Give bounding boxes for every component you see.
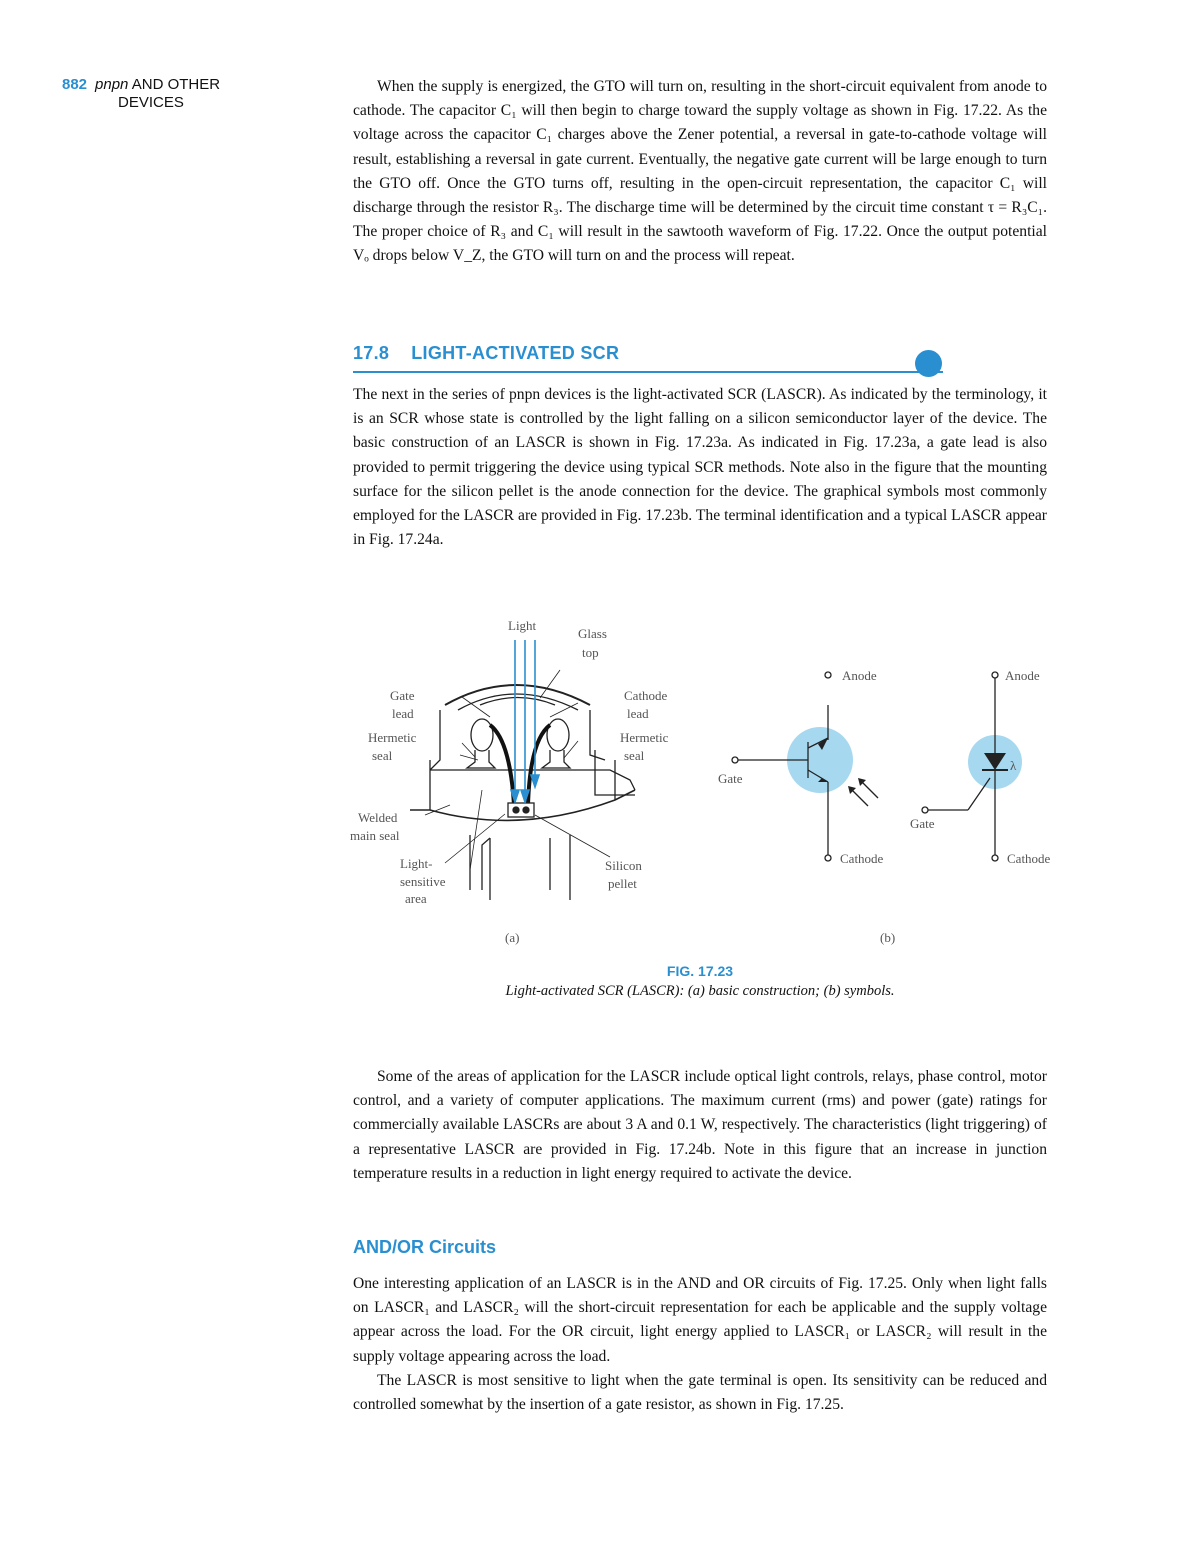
figure-caption-text: Light-activated SCR (LASCR): (a) basic construction; (b) symbols. bbox=[505, 983, 895, 999]
label-hermetic-left: Hermetic bbox=[368, 730, 417, 745]
paragraph-5: The LASCR is most sensitive to light when the gate terminal is open. Its sensitivity can be reduced and controlled somewhat by the insertion of a gate resistor, as shown in Fig. 17.25. bbox=[353, 1371, 1047, 1414]
light-rays-icon bbox=[511, 640, 539, 802]
label-light-sensitive: Light- bbox=[400, 856, 433, 871]
running-head-line2: DEVICES bbox=[118, 94, 184, 111]
paragraph-2: The next in the series of pnpn devices is the light-activated SCR (LASCR). As indicated by the terminology, it is an SCR whose state is controlled by the light falling on a silicon semiconductor layer of the device. The basic construction of an LASCR is shown in Fig. 17.23a. As indicated in Fig. 17.23a, a gate lead is also provided to permit triggering the device using typical SCR methods. Note also in the figure that the mounting surface for the silicon pellet is the anode connection for the device. The graphical symbols most commonly employed for the LASCR are provided in Fig. 17.23b. The terminal identification and a typical LASCR appear in Fig. 17.24a. bbox=[353, 386, 1047, 549]
lascr-symbol-1 bbox=[718, 668, 884, 866]
label-gate-2: Gate bbox=[910, 816, 935, 831]
lascr-symbol-2 bbox=[880, 668, 1051, 945]
running-head-italic: pnpn bbox=[95, 76, 129, 93]
label-cathode: Cathode bbox=[624, 688, 668, 703]
section-number: 17.8 bbox=[353, 343, 390, 363]
label-seal-right: seal bbox=[624, 748, 645, 763]
label-welded: Welded bbox=[358, 810, 398, 825]
label-cathode-1: Cathode bbox=[840, 851, 884, 866]
running-head bbox=[62, 76, 292, 112]
section-dot-icon bbox=[915, 350, 942, 377]
construction-labels bbox=[350, 618, 669, 945]
label-hermetic-right: Hermetic bbox=[620, 730, 669, 745]
label-anode-2: Anode bbox=[1005, 668, 1040, 683]
subsection-heading: AND/OR Circuits bbox=[353, 1237, 497, 1257]
page-number: 882 bbox=[62, 76, 88, 93]
paragraph-applications bbox=[353, 1065, 1047, 1186]
label-gate-lead: lead bbox=[392, 706, 414, 721]
label-area: area bbox=[405, 891, 427, 906]
label-gate-1: Gate bbox=[718, 771, 743, 786]
label-glass: Glass bbox=[578, 626, 607, 641]
label-pellet: pellet bbox=[608, 876, 637, 891]
figure-caption bbox=[353, 963, 1047, 1000]
label-lambda: λ bbox=[1010, 758, 1017, 773]
section-title: LIGHT-ACTIVATED SCR bbox=[411, 343, 620, 363]
subfig-b-label: (b) bbox=[880, 930, 896, 945]
label-silicon: Silicon bbox=[605, 858, 642, 873]
figure-number: FIG. 17.23 bbox=[666, 963, 734, 979]
label-top: top bbox=[582, 645, 599, 660]
paragraph-and-or bbox=[353, 1272, 1047, 1417]
lascr-construction-drawing bbox=[410, 670, 635, 900]
label-sensitive: sensitive bbox=[400, 874, 446, 889]
paragraph-3: Some of the areas of application for the LASCR include optical light controls, relays, phase control, motor control, and a variety of computer applications. The maximum current (rms) and power (gate) ratings for commercially available LASCRs are about 3 A and 0.1 W, respectively. The characteristics (light triggering) of a representative LASCR are provided in Fig. 17.24b. Note in this figure that an increase in junction temperature results in a reduction in light energy required to activate the device. bbox=[353, 1068, 1047, 1182]
figure-17-23 bbox=[350, 610, 1070, 955]
paragraph-lascr bbox=[353, 383, 1047, 552]
label-gate: Gate bbox=[390, 688, 415, 703]
label-cathode-lead: lead bbox=[627, 706, 649, 721]
label-main-seal: main seal bbox=[350, 828, 400, 843]
label-light: Light bbox=[508, 618, 537, 633]
running-head-title: AND OTHER bbox=[131, 76, 221, 93]
section-heading bbox=[353, 343, 943, 373]
paragraph-1: When the supply is energized, the GTO will turn on, resulting in the short-circuit equivalent from anode to cathode. The capacitor C₁ will then begin to charge toward the supply voltage as shown in Fig. 17.22. As the voltage across the capacitor C₁ charges above the Zener potential, a reversal in gate-to-cathode voltage will result, establishing a reversal in gate current. Eventually, the negative gate current will be large enough to turn the GTO off. Once the GTO turns off, resulting in the open-circuit representation, the capacitor C₁ will discharge through the resistor R₃. The discharge time will be determined by the circuit time constant τ = R₃C₁. The proper choice of R₃ and C₁ will result in the sawtooth waveform of Fig. 17.22. Once the output potential Vₒ drops below V_Z, the GTO will turn on and the process will repeat. bbox=[353, 78, 1047, 265]
label-anode-1: Anode bbox=[842, 668, 877, 683]
label-cathode-2: Cathode bbox=[1007, 851, 1051, 866]
subfig-a-label: (a) bbox=[505, 930, 520, 945]
paragraph-gto bbox=[353, 75, 1047, 269]
paragraph-4: One interesting application of an LASCR is in the AND and OR circuits of Fig. 17.25. Only when light falls on LASCR₁ and LASCR₂ will the short-circuit representation for each be applicable and the supply voltage appear across the load. For the OR circuit, light energy applied to LASCR₁ or LASCR₂ will result in the supply voltage appearing across the load. bbox=[353, 1275, 1047, 1365]
label-seal-left: seal bbox=[372, 748, 393, 763]
